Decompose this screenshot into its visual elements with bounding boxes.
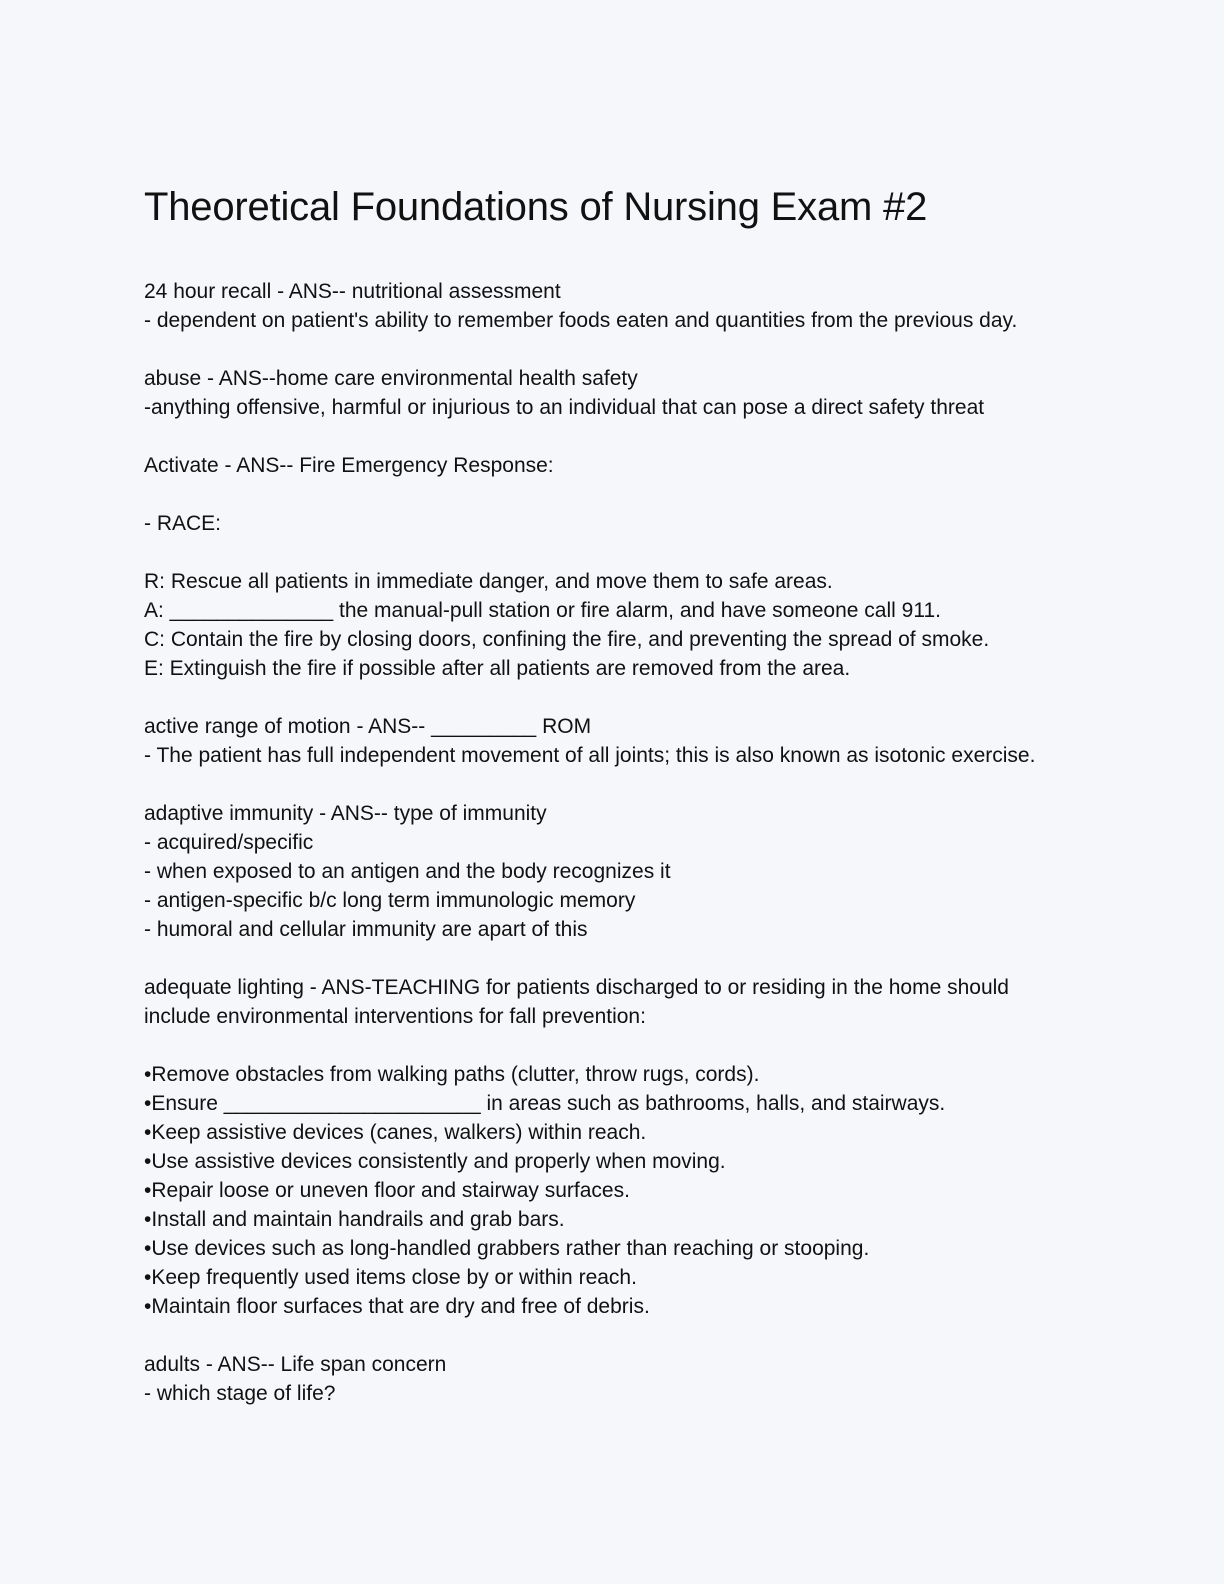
blank-line — [144, 538, 1144, 567]
text-line: adaptive immunity - ANS-- type of immunity — [144, 802, 547, 825]
document-title: Theoretical Foundations of Nursing Exam #2 — [144, 185, 928, 229]
text-line: - The patient has full independent movement of all joints; this is also known as isotonic exercise. — [144, 744, 1036, 767]
text-line: •Use assistive devices consistently and properly when moving. — [144, 1150, 726, 1173]
text-line: •Keep frequently used items close by or within reach. — [144, 1266, 637, 1289]
text-line: - antigen-specific b/c long term immunologic memory — [144, 889, 636, 912]
text-line: •Maintain floor surfaces that are dry and free of debris. — [144, 1295, 650, 1318]
blank-line — [144, 480, 1144, 509]
text-line: - which stage of life? — [144, 1382, 336, 1405]
text-line: - when exposed to an antigen and the body recognizes it — [144, 860, 671, 883]
text-line: abuse - ANS--home care environmental health safety — [144, 367, 638, 390]
text-line: R: Rescue all patients in immediate danger, and move them to safe areas. — [144, 570, 833, 593]
text-line: C: Contain the fire by closing doors, confining the fire, and preventing the spread of smoke. — [144, 628, 990, 651]
text-line: - acquired/specific — [144, 831, 314, 854]
text-line: adequate lighting - ANS-TEACHING for patients discharged to or residing in the home should — [144, 976, 1009, 999]
blank-line — [144, 770, 1144, 799]
text-line: include environmental interventions for fall prevention: — [144, 1005, 646, 1028]
text-line: •Remove obstacles from walking paths (clutter, throw rugs, cords). — [144, 1063, 760, 1086]
text-line: adults - ANS-- Life span concern — [144, 1353, 447, 1376]
blank-line — [144, 422, 1144, 451]
text-line: E: Extinguish the fire if possible after all patients are removed from the area. — [144, 657, 851, 680]
blank-line — [144, 683, 1144, 712]
text-line: •Install and maintain handrails and grab bars. — [144, 1208, 565, 1231]
text-line: - humoral and cellular immunity are apart of this — [144, 918, 588, 941]
text-line: A: ______________ the manual-pull station or fire alarm, and have someone call 911. — [144, 599, 941, 622]
text-line: active range of motion - ANS-- _________ ROM — [144, 715, 592, 738]
text-line: •Use devices such as long-handled grabbers rather than reaching or stooping. — [144, 1237, 870, 1260]
text-line: •Ensure ______________________ in areas such as bathrooms, halls, and stairways. — [144, 1092, 946, 1115]
document-body — [144, 277, 1144, 1408]
blank-line — [144, 944, 1144, 973]
text-line: •Keep assistive devices (canes, walkers) within reach. — [144, 1121, 647, 1144]
blank-line — [144, 335, 1144, 364]
text-line: - dependent on patient's ability to remember foods eaten and quantities from the previous day. — [144, 309, 1018, 332]
text-line: - RACE: — [144, 512, 222, 535]
blank-line — [144, 1321, 1144, 1350]
text-line: •Repair loose or uneven floor and stairway surfaces. — [144, 1179, 630, 1202]
text-line: 24 hour recall - ANS-- nutritional assessment — [144, 280, 561, 303]
text-line: -anything offensive, harmful or injurious to an individual that can pose a direct safety threat — [144, 396, 985, 419]
blank-line — [144, 1031, 1144, 1060]
text-line: Activate - ANS-- Fire Emergency Response: — [144, 454, 554, 477]
